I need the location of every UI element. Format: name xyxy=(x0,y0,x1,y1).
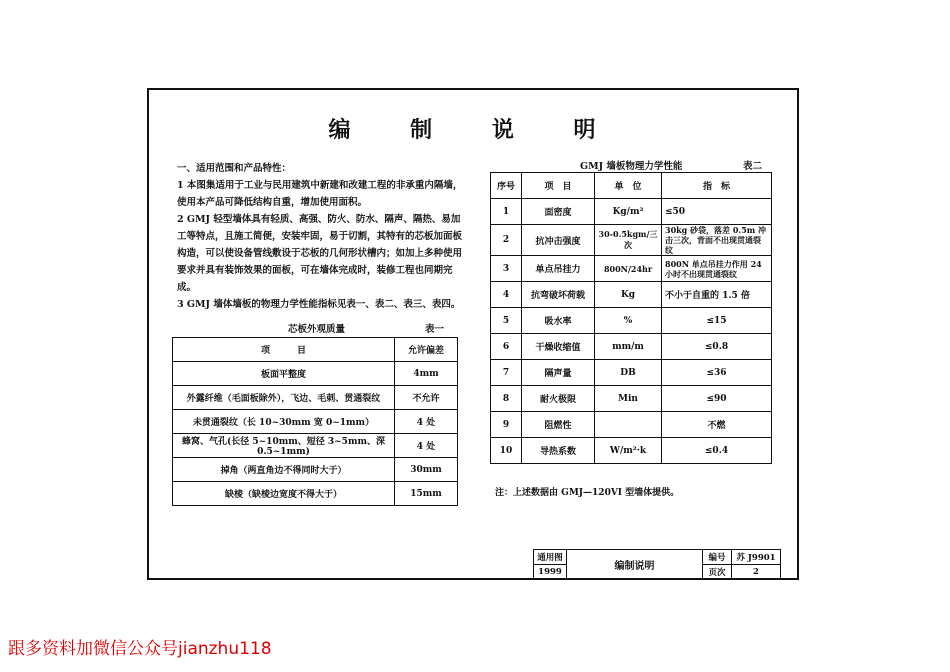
table-row xyxy=(491,256,772,282)
table-cell: mm/m xyxy=(595,334,662,360)
table-row xyxy=(491,412,772,438)
intro-heading: 一、适用范围和产品特性： xyxy=(177,163,292,174)
table-cell: 导热系数 xyxy=(522,438,595,464)
intro-section xyxy=(177,160,467,313)
table-cell: 不允许 xyxy=(395,386,458,410)
table-cell: 30kg 砂袋，落差 0.5m 冲击三次，背面不出现贯通裂纹 xyxy=(662,225,772,256)
table-row xyxy=(173,434,458,458)
table-cell: 4 处 xyxy=(395,410,458,434)
code-label: 编号 xyxy=(703,550,732,565)
atlas-year: 1999 xyxy=(534,565,567,580)
table-row xyxy=(173,362,458,386)
table-header-cell: 单 位 xyxy=(595,173,662,199)
table-cell: 9 xyxy=(491,412,522,438)
intro-paragraph-3: 3 GMJ 墙体墙板的物理力学性能指标见表一、表二、表三、表四。 xyxy=(177,299,461,310)
table-cell: 30mm xyxy=(395,458,458,482)
page-label: 页次 xyxy=(703,565,732,580)
table-cell: 800N 单点吊挂力作用 24 小时不出现贯通裂纹 xyxy=(662,256,772,282)
table-row xyxy=(491,360,772,386)
table2-note: 注：上述数据由 GMJ—120VI 型墙体提供。 xyxy=(495,488,680,498)
table-cell: 10 xyxy=(491,438,522,464)
table-cell: 不小于自重的 1.5 倍 xyxy=(662,282,772,308)
table-cell: ≤0.8 xyxy=(662,334,772,360)
table-cell: 不燃 xyxy=(662,412,772,438)
table-header-cell: 序号 xyxy=(491,173,522,199)
page-title: 编 制 说 明 xyxy=(328,117,622,143)
table-row xyxy=(173,386,458,410)
table1-caption: 芯板外观质量 xyxy=(288,324,346,335)
table-row xyxy=(491,173,772,199)
table-cell: 抗弯破坏荷载 xyxy=(522,282,595,308)
table-row xyxy=(491,386,772,412)
table-header-cell: 项 目 xyxy=(522,173,595,199)
table-cell: 阻燃性 xyxy=(522,412,595,438)
table-cell: 单点吊挂力 xyxy=(522,256,595,282)
table-cell: 耐火极限 xyxy=(522,386,595,412)
table1-number: 表一 xyxy=(425,324,445,335)
intro-paragraph-2: 2 GMJ 轻型墙体具有轻质、高强、防火、防水、隔声、隔热、易加工等特点，且施工简便，安装牢固，易于切割，其特有的芯板加面板构造，可以使设备管线敷设于芯板的几何形状槽内；如加上多种使用要求并具有装饰效果的面板，可在墙体完成时，装修工程也同期完成。 xyxy=(177,214,463,293)
table-cell: 3 xyxy=(491,256,522,282)
table-row xyxy=(491,308,772,334)
table-cell: ≤0.4 xyxy=(662,438,772,464)
table2-number: 表二 xyxy=(743,161,763,172)
table-cell: % xyxy=(595,308,662,334)
table-cell: 外露纤维（毛面板除外），飞边、毛刺、贯通裂纹 xyxy=(173,386,395,410)
table-cell xyxy=(595,412,662,438)
atlas-label: 通用图 xyxy=(534,550,567,565)
table-row xyxy=(491,225,772,256)
table-header-cell: 指 标 xyxy=(662,173,772,199)
table-cell: 6 xyxy=(491,334,522,360)
table-cell: ≤36 xyxy=(662,360,772,386)
table-header-cell: 允许偏差 xyxy=(395,338,458,362)
table-row xyxy=(173,458,458,482)
table-cell: 5 xyxy=(491,308,522,334)
table-row xyxy=(491,282,772,308)
table-cell: W/m²·k xyxy=(595,438,662,464)
table1 xyxy=(172,337,458,506)
table-cell: 干燥收缩值 xyxy=(522,334,595,360)
table-cell: ≤50 xyxy=(662,199,772,225)
table-row xyxy=(491,334,772,360)
table-cell: 抗冲击强度 xyxy=(522,225,595,256)
table2-caption: GMJ 墙板物理力学性能 xyxy=(580,161,683,172)
table-row xyxy=(491,199,772,225)
watermark-footer: 跟多资料加微信公众号jianzhu118 xyxy=(8,639,272,659)
table-row xyxy=(173,410,458,434)
table-cell: 8 xyxy=(491,386,522,412)
table-cell: 4 xyxy=(491,282,522,308)
table-cell: 未贯通裂纹（长 10~30mm 宽 0~1mm） xyxy=(173,410,395,434)
table-cell: 7 xyxy=(491,360,522,386)
table-cell: ≤90 xyxy=(662,386,772,412)
table-row xyxy=(534,550,781,565)
intro-paragraph-1: 1 本图集适用于工业与民用建筑中新建和改建工程的非承重内隔墙，使用本产品可降低结构自重，增加使用面积。 xyxy=(177,180,463,208)
table-cell: 4 处 xyxy=(395,434,458,458)
table-row xyxy=(491,438,772,464)
table-cell: 缺棱（缺棱边宽度不得大于） xyxy=(173,482,395,506)
table-cell: 蜂窝、气孔(长径 5~10mm、短径 3~5mm、深 0.5~1mm) xyxy=(173,434,395,458)
table-cell: 隔声量 xyxy=(522,360,595,386)
table-cell: 面密度 xyxy=(522,199,595,225)
table-row xyxy=(173,338,458,362)
drawing-name: 编制说明 xyxy=(567,550,703,580)
table2 xyxy=(490,172,772,464)
table-cell: DB xyxy=(595,360,662,386)
table-cell: 板面平整度 xyxy=(173,362,395,386)
table-cell: 15mm xyxy=(395,482,458,506)
drawing-code: 苏 J9901 xyxy=(732,550,781,565)
table-cell: 掉角（两直角边不得同时大于） xyxy=(173,458,395,482)
table-cell: 2 xyxy=(491,225,522,256)
table-cell: Kg xyxy=(595,282,662,308)
table-cell: 吸水率 xyxy=(522,308,595,334)
page-number: 2 xyxy=(732,565,781,580)
table-row xyxy=(173,482,458,506)
table-cell: 1 xyxy=(491,199,522,225)
table-cell: 30-0.5kgm/三次 xyxy=(595,225,662,256)
table-cell: Min xyxy=(595,386,662,412)
title-block xyxy=(533,549,781,580)
table-header-cell: 项 目 xyxy=(173,338,395,362)
table-cell: 4mm xyxy=(395,362,458,386)
table-cell: ≤15 xyxy=(662,308,772,334)
table-cell: Kg/m² xyxy=(595,199,662,225)
table-cell: 800N/24hr xyxy=(595,256,662,282)
